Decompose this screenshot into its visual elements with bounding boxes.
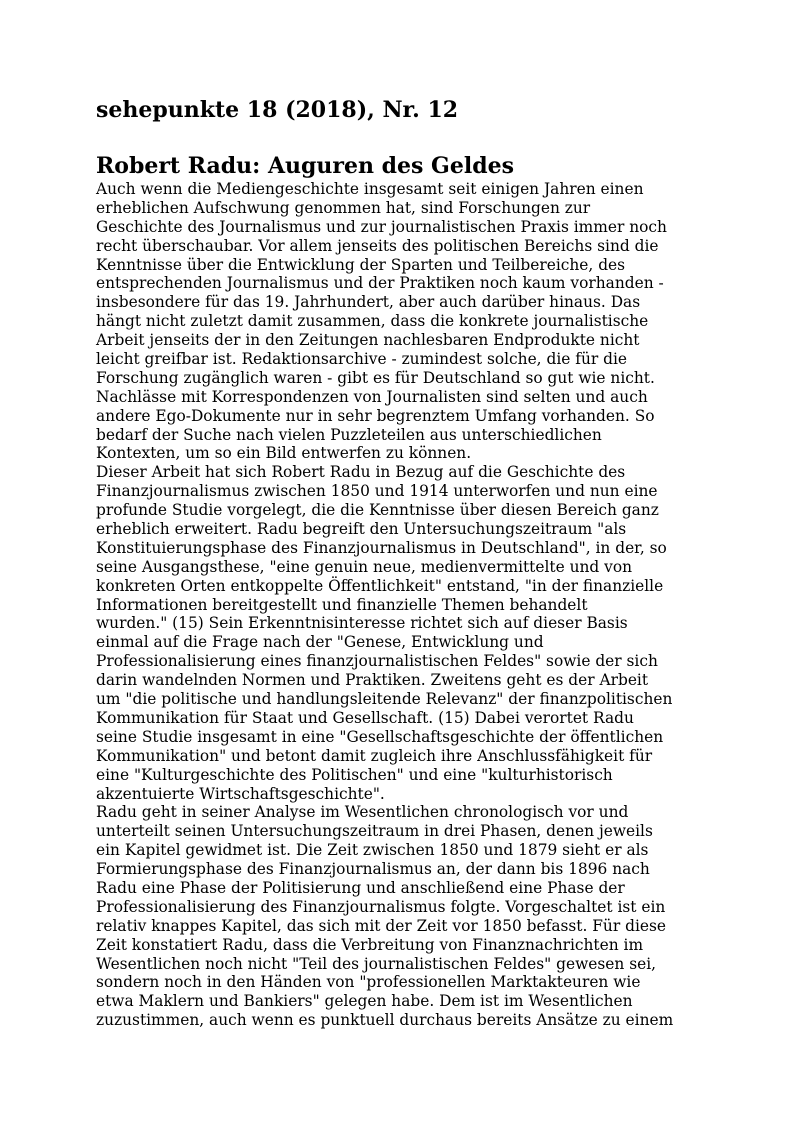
body-text-line: recht überschaubar. Vor allem jenseits des politischen Bereichs sind die bbox=[96, 236, 659, 255]
body-text-line: Nachlässe mit Korrespondenzen von Journalisten sind selten und auch bbox=[96, 387, 648, 406]
body-text-line: unterteilt seinen Untersuchungszeitraum in drei Phasen, denen jeweils bbox=[96, 822, 653, 841]
body-text-line: eine "Kulturgeschichte des Politischen" und eine "kulturhistorisch bbox=[96, 765, 613, 784]
body-text-line: einmal auf die Frage nach der "Genese, Entwicklung und bbox=[96, 633, 544, 652]
body-text-line: Auch wenn die Mediengeschichte insgesamt seit einigen Jahren einen bbox=[96, 180, 644, 198]
body-text-line: ein Kapitel gewidmet ist. Die Zeit zwischen 1850 und 1879 sieht er als bbox=[96, 841, 649, 860]
article-title: Robert Radu: Auguren des Geldes bbox=[96, 153, 514, 179]
body-text-line: Kommunikation" und betont damit zugleich ihre Anschlussfähigkeit für bbox=[96, 746, 653, 765]
body-text-line: akzentuierte Wirtschaftsgeschichte". bbox=[96, 784, 385, 803]
body-text-line: Radu geht in seiner Analyse im Wesentlichen chronologisch vor und bbox=[96, 803, 629, 822]
body-text-line: insbesondere für das 19. Jahrhundert, aber auch darüber hinaus. Das bbox=[96, 293, 641, 312]
body-text-line: relativ knappes Kapitel, das sich mit der Zeit vor 1850 befasst. Für diese bbox=[96, 916, 666, 935]
body-text-line: andere Ego-Dokumente nur in sehr begrenztem Umfang vorhanden. So bbox=[96, 406, 655, 425]
body-text-line: wurden." (15) Sein Erkenntnisinteresse richtet sich auf dieser Basis bbox=[96, 614, 628, 633]
body-text-line: Forschung zugänglich waren - gibt es für Deutschland so gut wie nicht. bbox=[96, 368, 655, 387]
body-text-line: Wesentlichen noch nicht "Teil des journalistischen Feldes" gewesen sei, bbox=[96, 954, 657, 973]
body-text-line: um "die politische und handlungsleitende Relevanz" der finanzpolitischen bbox=[96, 690, 673, 709]
body-text-line: darin wandelnden Normen und Praktiken. Zweitens geht es der Arbeit bbox=[96, 671, 649, 690]
body-text-line: Kontexten, um so ein Bild entwerfen zu können. bbox=[96, 444, 472, 463]
body-text-line: entsprechenden Journalismus und der Praktiken noch kaum vorhanden - bbox=[96, 274, 664, 293]
body-text-line: Informationen bereitgestellt und finanzielle Themen behandelt bbox=[96, 595, 588, 614]
body-text-line: Konstituierungsphase des Finanzjournalismus in Deutschland", in der, so bbox=[96, 538, 667, 557]
body-text-line: etwa Maklern und Bankiers" gelegen habe. Dem ist im Wesentlichen bbox=[96, 992, 633, 1011]
body-text-line: Professionalisierung des Finanzjournalismus folgte. Vorgeschaltet ist ein bbox=[96, 897, 666, 916]
body-text-line: Formierungsphase des Finanzjournalismus an, der dann bis 1896 nach bbox=[96, 860, 650, 879]
body-text-line: Arbeit jenseits der in den Zeitungen nachlesbaren Endprodukte nicht bbox=[96, 331, 640, 350]
body-text-line: leicht greifbar ist. Redaktionsarchive - zumindest solche, die für die bbox=[96, 350, 627, 369]
body-text-line: erheblichen Aufschwung genommen hat, sind Forschungen zur bbox=[96, 198, 591, 217]
body-text-line: seine Studie insgesamt in eine "Gesellschaftsgeschichte der öffentlichen bbox=[96, 727, 664, 746]
article-body bbox=[96, 180, 706, 1030]
body-text-line: bedarf der Suche nach vielen Puzzleteilen aus unterschiedlichen bbox=[96, 425, 602, 444]
body-text-line: profunde Studie vorgelegt, die die Kenntnisse über diesen Bereich ganz bbox=[96, 501, 659, 520]
body-text-line: sondern noch in den Händen von "professionellen Marktakteuren wie bbox=[96, 973, 641, 992]
body-text-line: Kenntnisse über die Entwicklung der Sparten und Teilbereiche, des bbox=[96, 255, 626, 274]
body-text-line: zuzustimmen, auch wenn es punktuell durchaus bereits Ansätze zu einem bbox=[96, 1011, 674, 1030]
journal-heading: sehepunkte 18 (2018), Nr. 12 bbox=[96, 97, 459, 123]
body-text-line: hängt nicht zuletzt damit zusammen, dass die konkrete journalistische bbox=[96, 312, 649, 331]
body-text-line: Zeit konstatiert Radu, dass die Verbreitung von Finanznachrichten im bbox=[96, 935, 644, 954]
body-text-line: Radu eine Phase der Politisierung und anschließend eine Phase der bbox=[96, 878, 625, 897]
body-text-line: erheblich erweitert. Radu begreift den Untersuchungszeitraum "als bbox=[96, 520, 627, 539]
body-text-line: seine Ausgangsthese, "eine genuin neue, medienvermittelte und von bbox=[96, 557, 633, 576]
body-text-line: konkreten Orten entkoppelte Öffentlichkeit" entstand, "in der finanzielle bbox=[96, 576, 664, 595]
body-text-line: Geschichte des Journalismus und zur journalistischen Praxis immer noch bbox=[96, 217, 667, 236]
body-text-line: Finanzjournalismus zwischen 1850 und 1914 unterworfen und nun eine bbox=[96, 482, 658, 501]
body-text-line: Professionalisierung eines finanzjournalistischen Feldes" sowie der sich bbox=[96, 652, 658, 671]
body-text-line: Dieser Arbeit hat sich Robert Radu in Bezug auf die Geschichte des bbox=[96, 463, 626, 482]
document-page bbox=[96, 96, 706, 1030]
body-text-line: Kommunikation für Staat und Gesellschaft. (15) Dabei verortet Radu bbox=[96, 708, 634, 727]
